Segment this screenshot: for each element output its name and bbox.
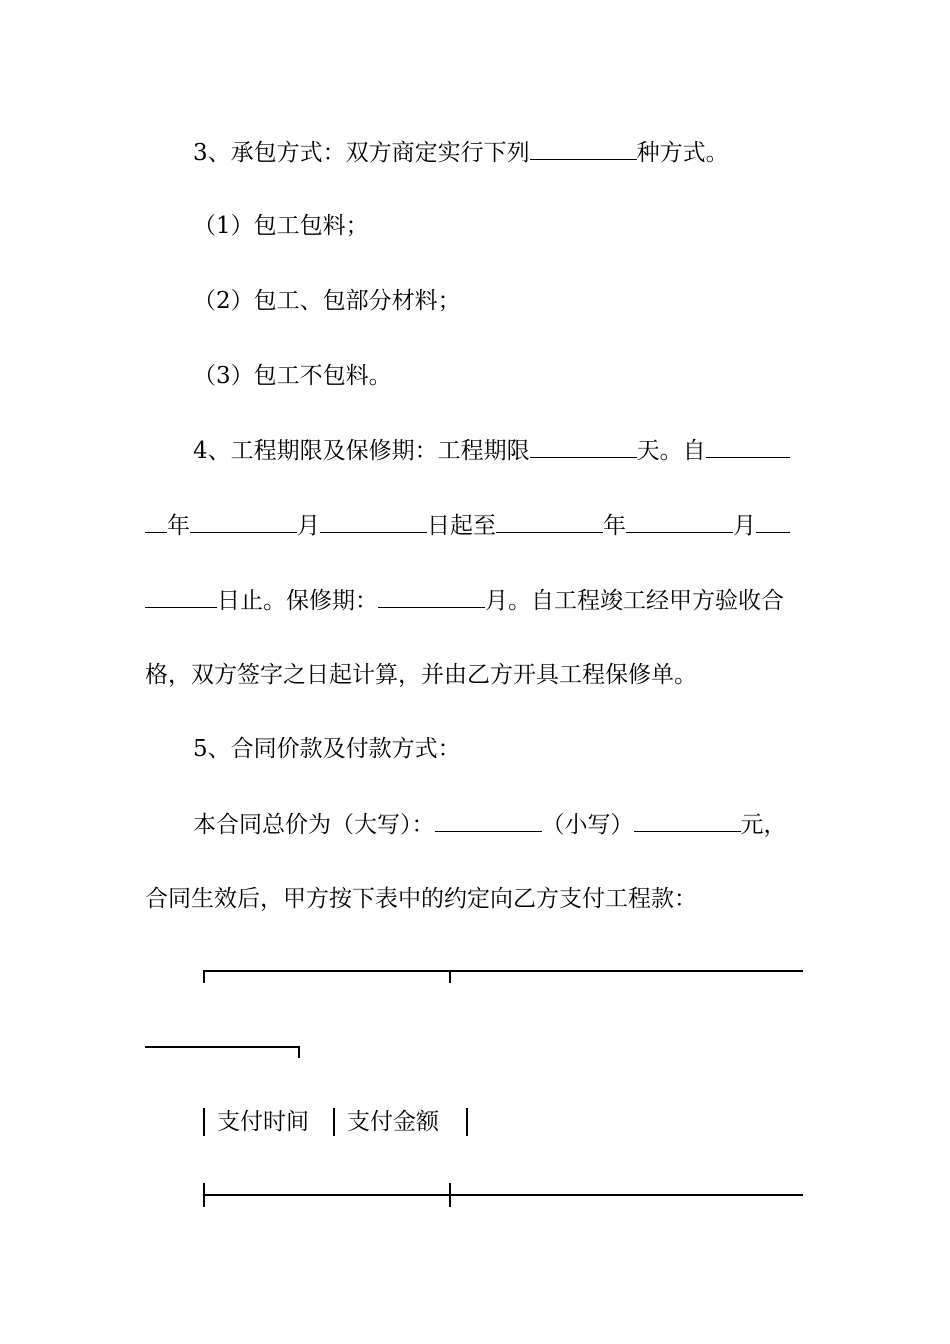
blank-field (626, 510, 733, 533)
option-2: （2）包工、包部分材料； (193, 288, 461, 314)
blank-field (145, 510, 167, 533)
blank-field (706, 435, 790, 458)
option-3: （3）包工不包料。 (193, 363, 392, 389)
table-middle-border (333, 1108, 335, 1136)
item-4-line-3-b: 月。自工程竣工经甲方验收合 (485, 588, 784, 614)
table-header-payment-time: 支付时间 (217, 1109, 309, 1135)
table-left-border (203, 1108, 205, 1136)
item-4-line-3 (145, 585, 825, 616)
item-3-line (193, 137, 873, 168)
year-label: 年 (603, 513, 626, 539)
item-5-price-line (193, 809, 873, 840)
table-corner-top-right (298, 1046, 300, 1058)
blank-field (320, 510, 427, 533)
month-label: 月 (297, 513, 320, 539)
item-5-after-text: 合同生效后，甲方按下表中的约定向乙方支付工程款： (145, 886, 697, 912)
item-4-text-b: 天。自 (636, 438, 706, 464)
table-top-rule-continued (145, 1046, 300, 1048)
day-from-label: 日起至 (427, 513, 496, 539)
blank-field (756, 510, 790, 533)
table-separator-cross (449, 1183, 451, 1207)
table-separator-rule (203, 1194, 803, 1196)
item-5-heading: 5、合同价款及付款方式： (193, 736, 461, 762)
item-4-line-3-a: 日止。保修期： (217, 588, 378, 614)
blank-field (530, 435, 637, 458)
blank-field (190, 510, 297, 533)
blank-field (634, 809, 741, 832)
table-header-payment-amount: 支付金额 (347, 1109, 439, 1135)
price-text-b: （小写） (541, 812, 634, 838)
blank-field (145, 585, 217, 608)
price-text-a: 本合同总价为（大写）： (193, 812, 435, 838)
option-1: （1）包工包料； (193, 213, 369, 239)
table-top-divider (449, 971, 451, 983)
item-4-line-1 (193, 435, 873, 466)
year-label: 年 (167, 513, 190, 539)
blank-field (378, 585, 485, 608)
blank-field (530, 137, 637, 160)
item-3-text-a: 3、承包方式：双方商定实行下列 (193, 140, 530, 166)
item-4-line-4: 格，双方签字之日起计算，并由乙方开具工程保修单。 (145, 662, 697, 688)
price-text-c: 元， (740, 812, 787, 838)
table-corner-top-left (203, 971, 205, 983)
month-label: 月 (733, 513, 756, 539)
blank-field (435, 809, 542, 832)
blank-field (496, 510, 603, 533)
item-4-line-2 (145, 510, 825, 541)
item-4-text-a: 4、工程期限及保修期：工程期限 (193, 438, 530, 464)
table-right-border (466, 1108, 468, 1136)
item-3-text-b: 种方式。 (636, 140, 729, 166)
table-top-rule (203, 970, 803, 972)
